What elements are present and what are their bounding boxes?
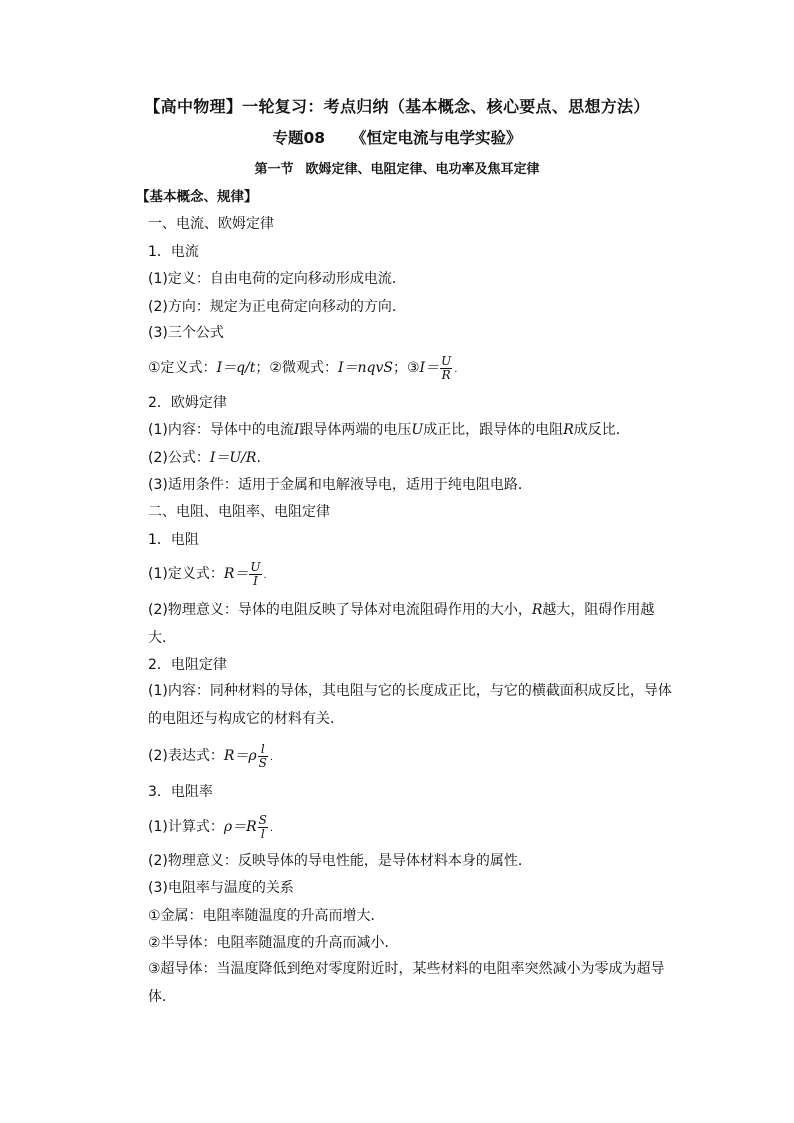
topic-name: 《恒定电流与电学实验》 (351, 129, 522, 147)
resistance-law-heading: 2．电阻定律 (148, 657, 227, 673)
ohm-law-heading: 2．欧姆定律 (148, 395, 227, 411)
resistivity-semiconductor: ②半导体：电阻率随温度的升高而减小． (148, 935, 399, 951)
section-name: 欧姆定律、电阻定律、电功率及焦耳定律 (305, 162, 540, 177)
topic-title (0, 126, 794, 148)
resistance-law-expression: (2)表达式：R＝ρ $\frac{l}{S}$ . (148, 741, 274, 770)
resistance-law-content: (1)内容：同种材料的导体，其电阻与它的长度成正比，与它的横截面积成反比，导体的电阻还与构成它的材料有关． (148, 683, 672, 727)
resistivity-calculation: (1)计算式：ρ＝R $\frac{S}{l}$ . (148, 812, 274, 841)
ohm-law-content: (1)内容：导体中的电流I跟导体两端的电压U成正比，跟导体的电阻R成反比． (148, 422, 630, 438)
document-title: 【高中物理】一轮复习：考点归纳（基本概念、核心要点、思想方法） (144, 97, 650, 116)
current-definition: (1)定义：自由电荷的定向移动形成电流． (148, 271, 406, 287)
resistivity-temperature-heading: (3)电阻率与温度的关系 (148, 880, 294, 896)
ohm-law-formula: (2)公式：I＝U/R. (148, 450, 261, 466)
resistivity-metal: ①金属：电阻率随温度的升高而增大． (148, 908, 385, 924)
ohm-fraction: $\frac{U}{R}$ (441, 353, 452, 382)
resistivity-superconductor: ③超导体：当温度降低到绝对零度附近时，某些材料的电阻率突然减小为零成为超导体． (148, 961, 665, 1005)
resistance-law-fraction: $\frac{l}{S}$ (258, 741, 267, 770)
micro-formula: I＝nqvS (337, 360, 393, 376)
current-heading: 1．电流 (148, 244, 199, 260)
ohm-law-scope: (3)适用条件：适用于金属和电解液导电，适用于纯电阻电路． (148, 477, 532, 493)
current-direction: (2)方向：规定为正电荷定向移动的方向． (148, 299, 406, 315)
definition-formula: I＝q/t (216, 360, 256, 376)
resistance-heading: 1．电阻 (148, 532, 199, 548)
basic-concepts-heading: 【基本概念、规律】 (136, 189, 258, 205)
section-title (0, 158, 794, 177)
part-two-heading: 二、电阻、电阻率、电阻定律 (148, 504, 330, 520)
part-one-heading: 一、电流、欧姆定律 (148, 216, 274, 232)
resistance-fraction: $\frac{U}{I}$ (250, 559, 261, 588)
section-number: 第一节 (254, 162, 294, 177)
topic-number: 专题08 (272, 129, 326, 147)
resistivity-meaning: (2)物理意义：反映导体的导电性能，是导体材料本身的属性． (148, 853, 532, 869)
current-formulas-heading: (3)三个公式 (148, 325, 224, 341)
current-formulas: ①定义式：I＝q/t；②微观式：I＝nqvS；③I＝ $\frac{U}{R}$ . (148, 353, 458, 382)
resistivity-heading: 3．电阻率 (148, 784, 213, 800)
resistance-definition: (1)定义式：R＝ $\frac{U}{I}$ . (148, 559, 267, 588)
resistivity-fraction: $\frac{S}{l}$ (258, 812, 267, 841)
resistance-meaning: (2)物理意义：导体的电阻反映了导体对电流阻碍作用的大小，R越大，阻碍作用越大． (148, 602, 655, 646)
